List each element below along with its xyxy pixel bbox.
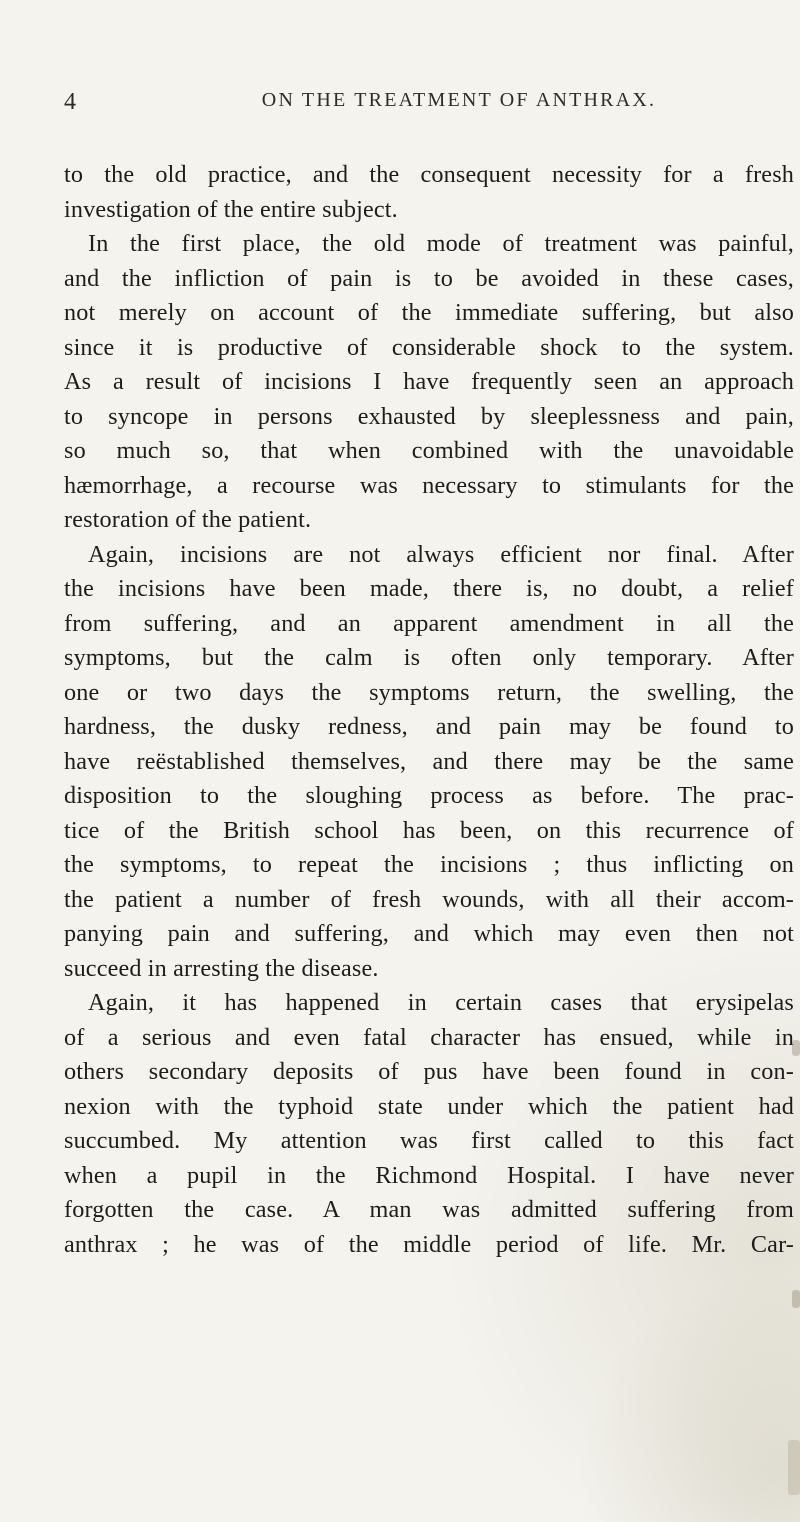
text-line: the symptoms, to repeat the incisions ; thus inflicting on	[64, 851, 794, 878]
text-line: disposition to the sloughing process as before. The prac-	[64, 782, 794, 809]
page-edge-stain	[792, 1040, 800, 1056]
text-line: restoration of the patient.	[64, 506, 312, 533]
page-edge-stain	[788, 1440, 800, 1495]
text-line: one or two days the symptoms return, the swelling, the	[64, 678, 794, 706]
text-line: of a serious and even fatal character has ensued, while in	[64, 1023, 794, 1051]
text-line: succumbed. My attention was first called to this fact	[64, 1127, 794, 1154]
text-line: tice of the British school has been, on this recurrence of	[64, 816, 794, 844]
text-line: the incisions have been made, there is, no doubt, a relief	[64, 575, 794, 602]
text-line: since it is productive of considerable shock to the system.	[64, 333, 794, 361]
text-line: others secondary deposits of pus have been found in con-	[64, 1058, 794, 1085]
text-line: succeed in arresting the disease.	[64, 954, 379, 982]
text-line: nexion with the typhoid state under which the patient had	[64, 1092, 794, 1120]
paragraph-start-line: Again, incisions are not always efficient nor final. After	[88, 540, 794, 568]
text-line: hardness, the dusky redness, and pain may be found to	[64, 713, 794, 740]
text-line: the patient a number of fresh wounds, with all their accom-	[64, 885, 794, 913]
paragraph-start-line: Again, it has happened in certain cases that erysipelas	[88, 989, 794, 1016]
text-line: anthrax ; he was of the middle period of life. Mr. Car-	[64, 1230, 794, 1258]
text-line: have reëstablished themselves, and there may be the same	[64, 747, 794, 775]
text-line: forgotten the case. A man was admitted suffering from	[64, 1196, 794, 1223]
text-line: not merely on account of the immediate suffering, but also	[64, 299, 794, 326]
body-text	[64, 158, 794, 1262]
text-line: to the old practice, and the consequent necessity for a fresh	[64, 161, 794, 188]
paragraph-start-line: In the first place, the old mode of treatment was painful,	[88, 230, 794, 257]
text-line: so much so, that when combined with the unavoidable	[64, 437, 794, 464]
text-line: and the infliction of pain is to be avoided in these cases,	[64, 264, 794, 292]
text-line: symptoms, but the calm is often only temporary. After	[64, 644, 794, 671]
text-line: As a result of incisions I have frequently seen an approach	[64, 368, 794, 395]
running-head: ON THE TREATMENT OF ANTHRAX.	[261, 89, 657, 111]
text-line: hæmorrhage, a recourse was necessary to stimulants for the	[64, 471, 794, 499]
page-header	[64, 89, 732, 119]
text-line: from suffering, and an apparent amendment in all the	[64, 609, 794, 637]
text-line: to syncope in persons exhausted by sleeplessness and pain,	[64, 402, 794, 430]
page-number: 4	[64, 89, 77, 115]
text-line: investigation of the entire subject.	[64, 195, 398, 223]
page-edge-stain	[792, 1290, 800, 1308]
text-line: when a pupil in the Richmond Hospital. I have never	[64, 1161, 794, 1189]
text-line: panying pain and suffering, and which may even then not	[64, 920, 794, 947]
